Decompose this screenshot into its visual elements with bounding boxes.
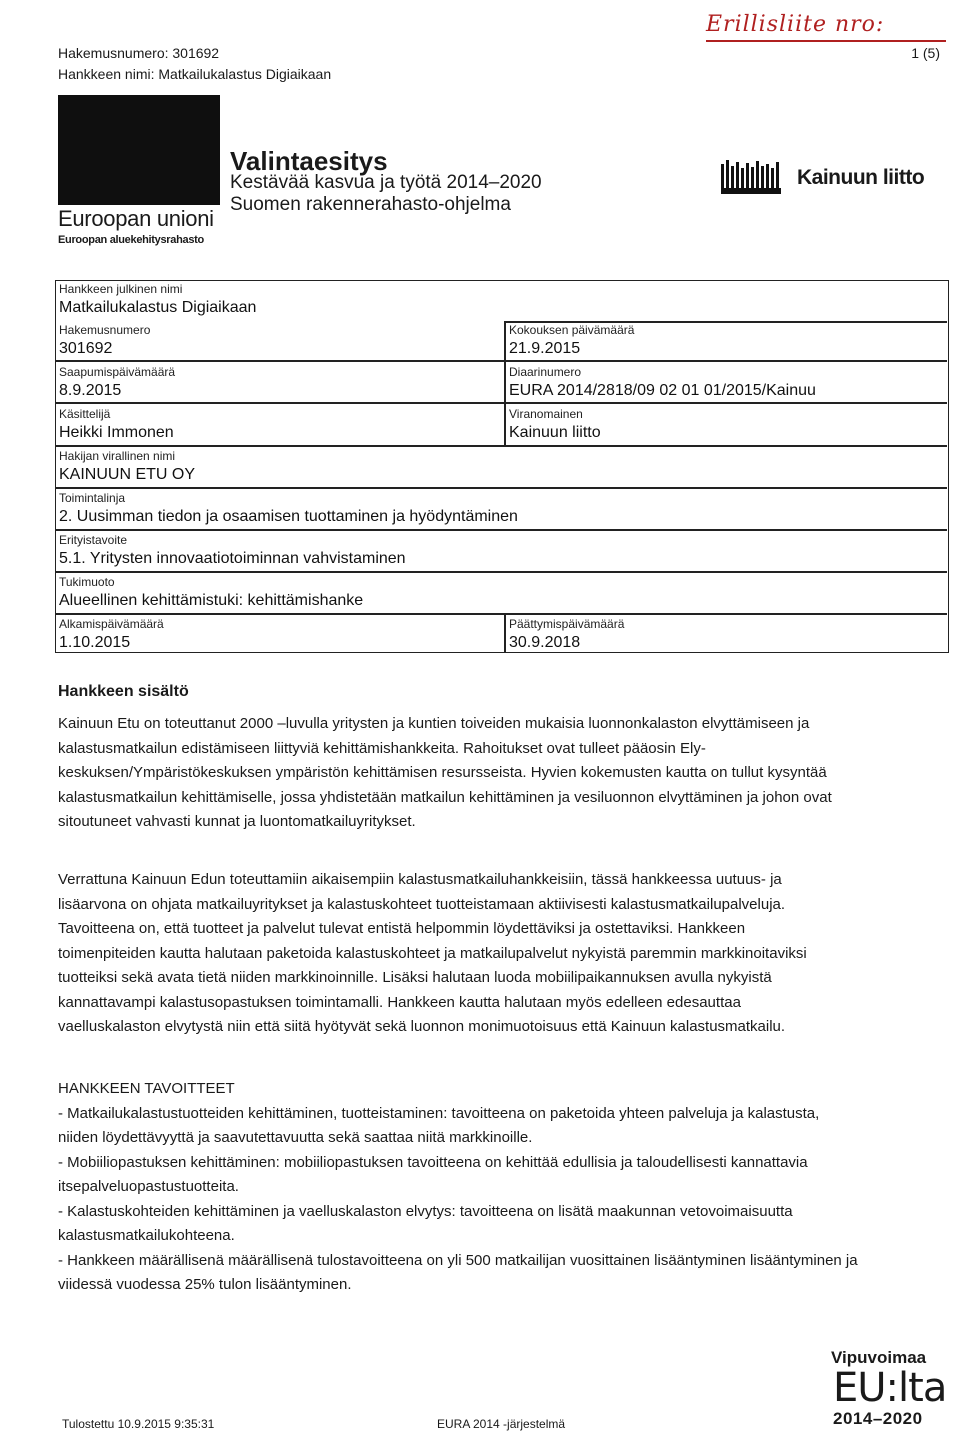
paragraph-line: tuotteiksi sekä avata tietä niiden markkinoinnille. Lisäksi halutaan luoda mobiilipaikannuksen avulla nykyistä <box>58 969 772 986</box>
kainuun-liitto-logo-icon <box>721 160 783 194</box>
label-priority-axis: Toimintalinja <box>59 491 126 505</box>
label-specific-objective: Erityistavoite <box>59 533 128 547</box>
goal-line: niiden löydettävyyttä ja saavutettavuutta sekä saattaa niitä markkinoille. <box>58 1129 533 1146</box>
document-subtitle-1: Kestävää kasvua ja työtä 2014–2020 <box>230 172 542 193</box>
value-applicant-name: KAINUUN ETU OY <box>59 466 196 483</box>
goal-line: viidessä vuodessa 25% tulon lisääntyminen. <box>58 1276 352 1293</box>
eu-fund-label: Euroopan aluekehitysrahasto <box>58 234 204 246</box>
annotation-underline <box>706 40 946 42</box>
goal-line: - Hankkeen määrällisenä määrällisenä tulostavoitteena on yli 500 matkailijan vuosittainen lisääntyminen lisääntyminen ja <box>58 1251 858 1269</box>
goal-line: kalastusmatkailukohteena. <box>58 1227 235 1244</box>
goals-section <box>58 1077 938 1298</box>
paragraph-1 <box>58 712 938 835</box>
project-info-table <box>55 280 949 653</box>
value-public-name: Matkailukalastus Digiaikaan <box>59 299 257 316</box>
vipuvoimaa-logo-line1: Vipuvoimaa <box>831 1348 927 1367</box>
value-start-date: 1.10.2015 <box>59 634 131 651</box>
footer-system-name: EURA 2014 -järjestelmä <box>437 1417 566 1431</box>
paragraph-line: toimenpiteiden kautta halutaan paketoida kalastuskohteet ja matkailupalvelut nykyistä paremmin markkinoitaviksi <box>58 944 807 962</box>
goal-line: - Matkailukalastustuotteiden kehittäminen, tuotteistaminen: tavoitteena on paketoida yhteen palveluja ja kalastusta, <box>58 1104 820 1122</box>
value-handler: Heikki Immonen <box>59 424 174 441</box>
value-priority-axis: 2. Uusimman tiedon ja osaamisen tuottaminen ja hyödyntäminen <box>59 508 518 525</box>
goals-title: HANKKEEN TAVOITTEET <box>58 1080 235 1097</box>
goal-line: itsepalveluopastustuotteita. <box>58 1178 239 1195</box>
label-support-type: Tukimuoto <box>59 575 115 589</box>
label-diary-number: Diaarinumero <box>509 365 582 379</box>
label-public-name: Hankkeen julkinen nimi <box>59 282 183 296</box>
value-arrival-date: 8.9.2015 <box>59 382 122 399</box>
value-support-type: Alueellinen kehittämistuki: kehittämishanke <box>59 592 364 609</box>
label-start-date: Alkamispäivämäärä <box>59 617 164 631</box>
paragraph-line: sitoutuneet vahvasti kunnat ja luontomatkailuyritykset. <box>58 813 416 830</box>
paragraph-line: lisäarvona on ohjata matkailuyritykset ja kalastuskohteet tuotteistamaan aktiivisesti kalastusmatkailupalveluja. <box>58 895 786 913</box>
page-number: 1 (5) <box>911 45 940 61</box>
section-title-content: Hankkeen sisältö <box>58 683 189 700</box>
goal-line: - Kalastuskohteiden kehittäminen ja vaelluskalaston elvytys: tavoitteena on lisätä maakunnan vetovoimaisuutta <box>58 1202 793 1220</box>
paragraph-line: Verrattuna Kainuun Edun toteuttamiin aikaisempiin kalastusmatkailuhankkeisiin, tässä hankkeessa uutuus- ja <box>58 871 782 888</box>
label-end-date: Päättymispäivämäärä <box>509 617 625 631</box>
eu-union-label: Euroopan unioni <box>58 206 214 231</box>
paragraph-line: Tavoitteena on, että tuotteet ja palvelut tulevat entistä helpommin löydettäviksi ja ostettaviksi. Hankkeen <box>58 920 746 937</box>
label-applicant-name: Hakijan virallinen nimi <box>59 449 176 463</box>
value-end-date: 30.9.2018 <box>509 634 581 651</box>
value-meeting-date: 21.9.2015 <box>509 340 581 357</box>
label-handler: Käsittelijä <box>59 407 111 421</box>
label-arrival-date: Saapumispäivämäärä <box>59 365 176 379</box>
paragraph-line: kalastusmatkailun kehittämiselle, jossa yhdistetään matkailun kehittäminen ja vesiluonnon elvyttäminen ja johon ovat <box>58 788 832 806</box>
paragraph-line: kannattavampi kalastusopastuksen toimintamalli. Hankkeen kautta halutaan myös edelleen edesauttaa <box>58 993 741 1011</box>
vipuvoimaa-logo-line2: EU:lta <box>833 1365 947 1411</box>
label-authority: Viranomainen <box>509 407 583 421</box>
paragraph-2 <box>58 868 938 1040</box>
paragraph-line: kalastusmatkailun edistämiseen liittyviä kehittämishankkeita. Rahoitukset ovat tulleet pääosin Ely- <box>58 739 706 757</box>
vipuvoimaa-logo-line3: 2014–2020 <box>833 1409 923 1428</box>
value-application-number: 301692 <box>59 340 113 357</box>
handwritten-annotation: Erillisliite nro: <box>706 12 885 37</box>
document-subtitle-2: Suomen rakennerahasto-ohjelma <box>230 194 511 215</box>
goal-line: - Mobiiliopastuksen kehittäminen: mobiiliopastuksen tavoitteena on kehittää edullisia ja taloudellisesti kannattavia <box>58 1153 808 1171</box>
document-title: Valintaesitys <box>230 146 388 176</box>
value-specific-objective: 5.1. Yritysten innovaatiotoiminnan vahvistaminen <box>59 550 406 567</box>
value-authority: Kainuun liitto <box>509 424 601 441</box>
label-application-number: Hakemusnumero <box>59 323 151 337</box>
eu-flag-logo <box>58 95 220 205</box>
label-meeting-date: Kokouksen päivämäärä <box>509 323 635 337</box>
header-application-number: Hakemusnumero: 301692 <box>58 45 220 61</box>
paragraph-line: keskuksen/Ympäristökeskuksen ympäristön kehittämisen resursseista. Hyvien kokemusten kautta on tullut kysyntää <box>58 764 827 781</box>
paragraph-line: vaelluskalaston elvytystä niin että siitä hyötyvät sekä luonnon monimuotoisuus että Kainuun kalastusmatkailu. <box>58 1018 786 1035</box>
header-project-name: Hankkeen nimi: Matkailukalastus Digiaikaan <box>58 66 332 82</box>
paragraph-line: Kainuun Etu on toteuttanut 2000 –luvulla yritysten ja kuntien toiveiden mukaisia luonnonkalaston elvyttämiseen ja <box>58 715 810 732</box>
footer-printed-timestamp: Tulostettu 10.9.2015 9:35:31 <box>62 1417 215 1431</box>
value-diary-number: EURA 2014/2818/09 02 01 01/2015/Kainuu <box>509 382 816 399</box>
organization-name: Kainuun liitto <box>797 166 925 189</box>
